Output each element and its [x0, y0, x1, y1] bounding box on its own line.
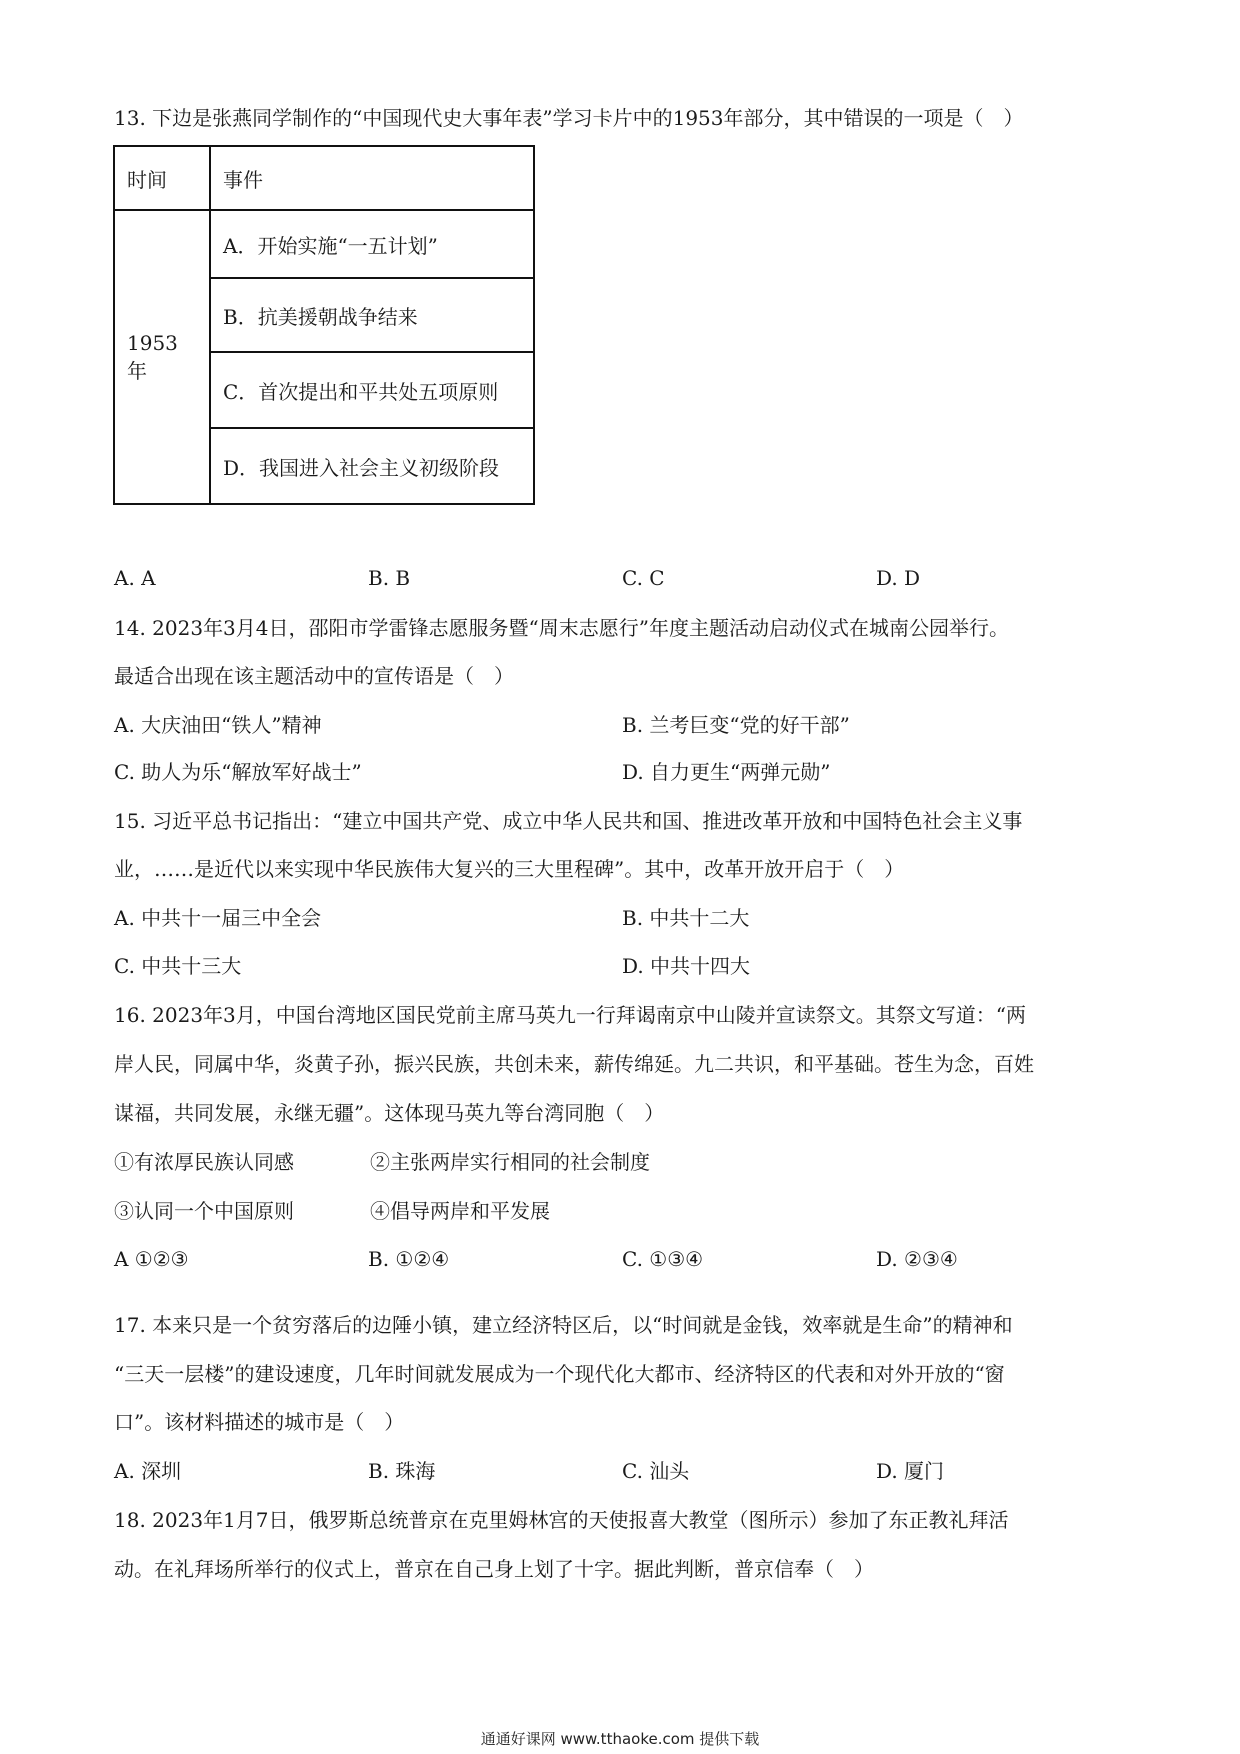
table-header-event: 事件 [210, 146, 534, 210]
q14-option-a: A. 大庆油田“铁人”精神 [114, 713, 322, 737]
q16-stem-line3: 谋福，共同发展，永继无疆”。这体现马英九等台湾同胞（ ） [114, 1101, 665, 1125]
q16-item-3: ③认同一个中国原则 [114, 1199, 294, 1223]
q17-stem-line1: 17. 本来只是一个贫穷落后的边陲小镇，建立经济特区后，以“时间就是金钱，效率就是生命”的精神和 [114, 1313, 1013, 1337]
q16-item-2: ②主张两岸实行相同的社会制度 [370, 1150, 650, 1174]
q16-option-c: C. ①③④ [622, 1247, 704, 1271]
q16-option-a: A ①②③ [114, 1247, 189, 1271]
table-row-d: D．我国进入社会主义初级阶段 [210, 428, 534, 504]
q14-option-d: D. 自力更生“两弹元勋” [622, 760, 831, 784]
q16-stem-line2: 岸人民，同属中华，炎黄子孙，振兴民族，共创未来，薪传绵延。九二共识，和平基础。苍生为念，百姓 [114, 1052, 1034, 1076]
q13-stem: 13. 下边是张燕同学制作的“中国现代史大事年表”学习卡片中的1953年部分，其中错误的一项是（ ） [114, 106, 1024, 130]
table-row-b: B．抗美援朝战争结来 [210, 278, 534, 352]
q18-stem-line1: 18. 2023年1月7日，俄罗斯总统普京在克里姆林宫的天使报喜大教堂（图所示）参加了东正教礼拜活 [114, 1508, 1009, 1532]
q16-stem-line1: 16. 2023年3月，中国台湾地区国民党前主席马英九一行拜谒南京中山陵并宣读祭文。其祭文写道：“两 [114, 1003, 1027, 1027]
table-year-cell: 1953年 [114, 210, 210, 504]
q16-item-4: ④倡导两岸和平发展 [370, 1199, 550, 1223]
table-header-time: 时间 [114, 146, 210, 210]
q15-option-a: A. 中共十一届三中全会 [114, 906, 322, 930]
q13-option-c: C. C [622, 566, 665, 590]
q18-stem-line2: 动。在礼拜场所举行的仪式上，普京在自己身上划了十字。据此判断，普京信奉（ ） [114, 1557, 874, 1581]
q14-stem-line1: 14. 2023年3月4日，邵阳市学雷锋志愿服务暨“周末志愿行”年度主题活动启动仪式在城南公园举行。 [114, 616, 1009, 640]
q17-stem-line2: “三天一层楼”的建设速度，几年时间就发展成为一个现代化大都市、经济特区的代表和对外开放的“窗 [114, 1362, 1005, 1386]
table-row-c: C．首次提出和平共处五项原则 [210, 352, 534, 428]
q15-option-c: C. 中共十三大 [114, 954, 242, 978]
q13-option-b: B. B [368, 566, 411, 590]
q17-option-b: B. 珠海 [368, 1459, 436, 1483]
q15-stem-line1: 15. 习近平总书记指出：“建立中国共产党、成立中华人民共和国、推进改革开放和中国特色社会主义事 [114, 809, 1023, 833]
q15-stem-line2: 业，……是近代以来实现中华民族伟大复兴的三大里程碑”。其中，改革开放开启于（ ） [114, 857, 905, 881]
q14-stem-line2: 最适合出现在该主题活动中的宣传语是（ ） [114, 664, 514, 688]
q17-option-d: D. 厦门 [876, 1459, 945, 1483]
table-row-a: A．开始实施“一五计划” [210, 210, 534, 278]
q17-stem-line3: 口”。该材料描述的城市是（ ） [114, 1410, 405, 1434]
q13-option-d: D. D [876, 566, 921, 590]
page-footer: 通通好课网 www.tthaoke.com 提供下载 [480, 1730, 760, 1748]
q15-option-b: B. 中共十二大 [622, 906, 750, 930]
q14-option-c: C. 助人为乐“解放军好战士” [114, 760, 362, 784]
q16-option-d: D. ②③④ [876, 1247, 958, 1271]
q13-event-table [113, 145, 535, 505]
q17-option-c: C. 汕头 [622, 1459, 690, 1483]
q13-option-a: A. A [114, 566, 156, 590]
q17-option-a: A. 深圳 [114, 1459, 182, 1483]
q16-item-1: ①有浓厚民族认同感 [114, 1150, 294, 1174]
q15-option-d: D. 中共十四大 [622, 954, 751, 978]
q14-option-b: B. 兰考巨变“党的好干部” [622, 713, 850, 737]
q16-option-b: B. ①②④ [368, 1247, 450, 1271]
